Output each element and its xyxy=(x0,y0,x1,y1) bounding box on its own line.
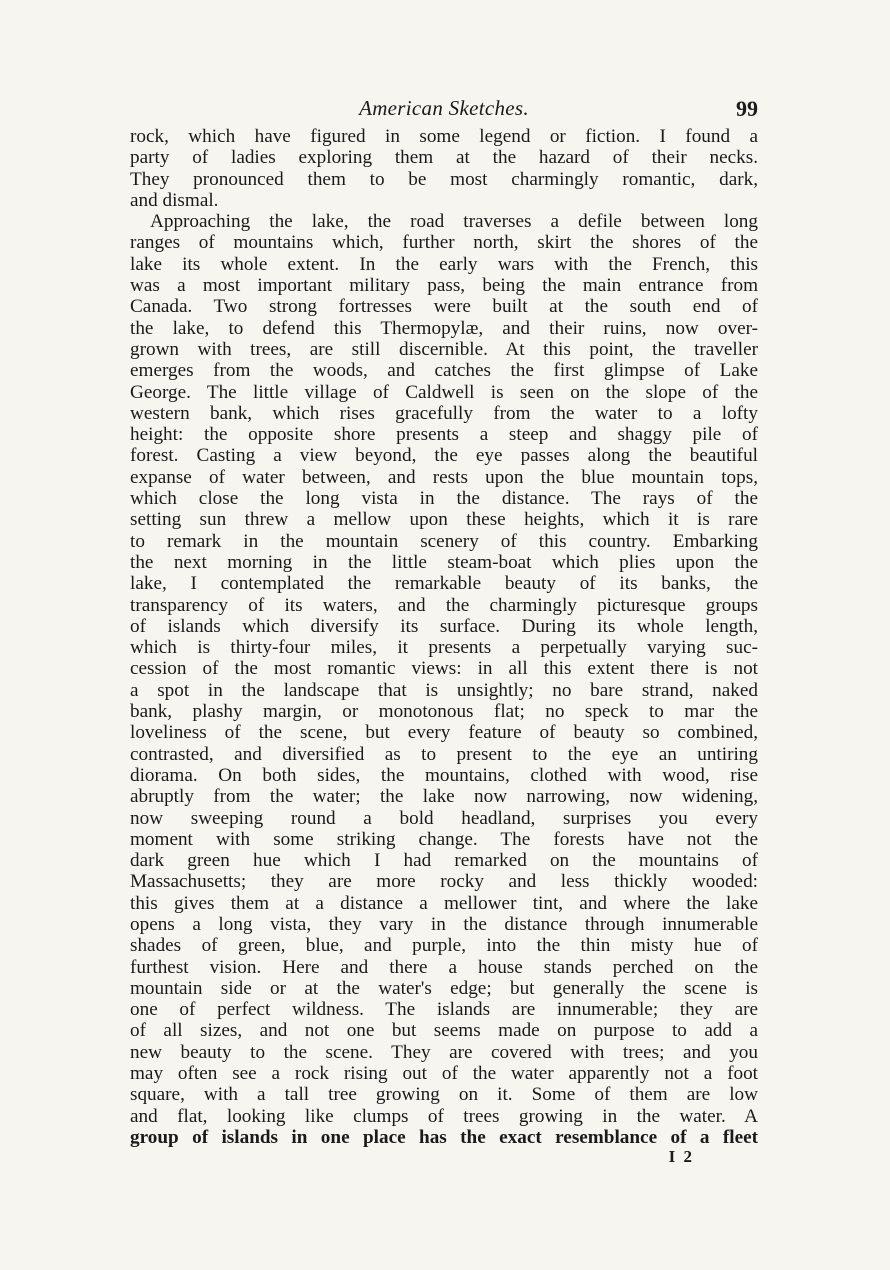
text-line: mountain side or at the water's edge; but generally the scene is xyxy=(130,977,758,999)
text-line: and dismal. xyxy=(130,189,219,211)
text-line: of islands which diversify its surface. During its whole length, xyxy=(130,615,758,637)
text-line: this gives them at a distance a mellower tint, and where the lake xyxy=(130,892,758,914)
text-line: was a most important military pass, being the main entrance from xyxy=(130,275,758,297)
text-line: diorama. On both sides, the mountains, clothed with wood, rise xyxy=(130,764,758,786)
text-line: transparency of its waters, and the charmingly picturesque groups xyxy=(130,594,758,616)
text-line: the next morning in the little steam-boat which plies upon the xyxy=(130,551,758,573)
text-line: lake its whole extent. In the early wars with the French, this xyxy=(130,253,758,275)
paragraph-1 xyxy=(130,126,758,211)
text-line: the lake, to defend this Thermopylæ, and their ruins, now over- xyxy=(130,317,758,339)
text-line: ranges of mountains which, further north, skirt the shores of the xyxy=(130,232,758,254)
book-page xyxy=(130,96,758,1167)
text-line: Approaching the lake, the road traverses a defile between long xyxy=(150,211,758,233)
text-line: contrasted, and diversified as to present to the eye an untiring xyxy=(130,743,758,765)
text-line: lake, I contemplated the remarkable beauty of its banks, the xyxy=(130,573,758,595)
text-line: furthest vision. Here and there a house stands perched on the xyxy=(130,956,758,978)
text-line: to remark in the mountain scenery of this country. Embarking xyxy=(130,530,758,552)
text-line: abruptly from the water; the lake now narrowing, now widening, xyxy=(130,786,758,808)
text-line: Canada. Two strong fortresses were built at the south end of xyxy=(130,296,758,318)
text-line: height: the opposite shore presents a steep and shaggy pile of xyxy=(130,424,758,446)
running-head xyxy=(130,96,758,126)
text-line: expanse of water between, and rests upon the blue mountain tops, xyxy=(130,466,758,488)
text-line: emerges from the woods, and catches the first glimpse of Lake xyxy=(130,360,758,382)
text-line: dark green hue which I had remarked on the mountains of xyxy=(130,850,758,872)
text-line: loveliness of the scene, but every feature of beauty so combined, xyxy=(130,722,758,744)
text-line: of all sizes, and not one but seems made on purpose to add a xyxy=(130,1020,758,1042)
text-line: which close the long vista in the distance. The rays of the xyxy=(130,488,758,510)
paragraph-2 xyxy=(130,211,758,1148)
text-line: square, with a tall tree growing on it. Some of them are low xyxy=(130,1084,758,1106)
text-line: grown with trees, are still discernible. At this point, the traveller xyxy=(130,338,758,360)
text-line: opens a long vista, they vary in the distance through innumerable xyxy=(130,913,758,935)
text-line: George. The little village of Caldwell is seen on the slope of the xyxy=(130,381,758,403)
text-line: western bank, which rises gracefully from the water to a lofty xyxy=(130,402,758,424)
text-line: forest. Casting a view beyond, the eye passes along the beautiful xyxy=(130,445,758,467)
text-line: one of perfect wildness. The islands are innumerable; they are xyxy=(130,999,758,1021)
text-line: may often see a rock rising out of the water apparently not a foot xyxy=(130,1063,758,1085)
text-line: setting sun threw a mellow upon these heights, which it is rare xyxy=(130,509,758,531)
text-line: and flat, looking like clumps of trees growing in the water. A xyxy=(130,1105,758,1127)
text-line: moment with some striking change. The forests have not the xyxy=(130,828,758,850)
text-line: new beauty to the scene. They are covered with trees; and you xyxy=(130,1041,758,1063)
text-line: a spot in the landscape that is unsightly; no bare strand, naked xyxy=(130,679,758,701)
text-line: rock, which have figured in some legend or fiction. I found a xyxy=(130,126,758,147)
text-line: shades of green, blue, and purple, into the thin misty hue of xyxy=(130,935,758,957)
text-line: Massachusetts; they are more rocky and less thickly wooded: xyxy=(130,871,758,893)
text-line: party of ladies exploring them at the hazard of their necks. xyxy=(130,147,758,169)
text-line: They pronounced them to be most charmingly romantic, dark, xyxy=(130,168,758,190)
text-line: which is thirty-four miles, it presents a perpetually varying suc- xyxy=(130,637,758,659)
page-number: 99 xyxy=(736,96,758,121)
signature-mark: I 2 xyxy=(668,1147,694,1167)
text-line: now sweeping round a bold headland, surprises you every xyxy=(130,807,758,829)
body-text xyxy=(130,126,758,1148)
text-line: group of islands in one place has the exact resemblance of a fleet xyxy=(130,1126,758,1148)
text-line: bank, plashy margin, or monotonous flat; no speck to mar the xyxy=(130,701,758,723)
running-title: American Sketches. xyxy=(359,96,529,120)
text-line: cession of the most romantic views: in all this extent there is not xyxy=(130,658,758,680)
